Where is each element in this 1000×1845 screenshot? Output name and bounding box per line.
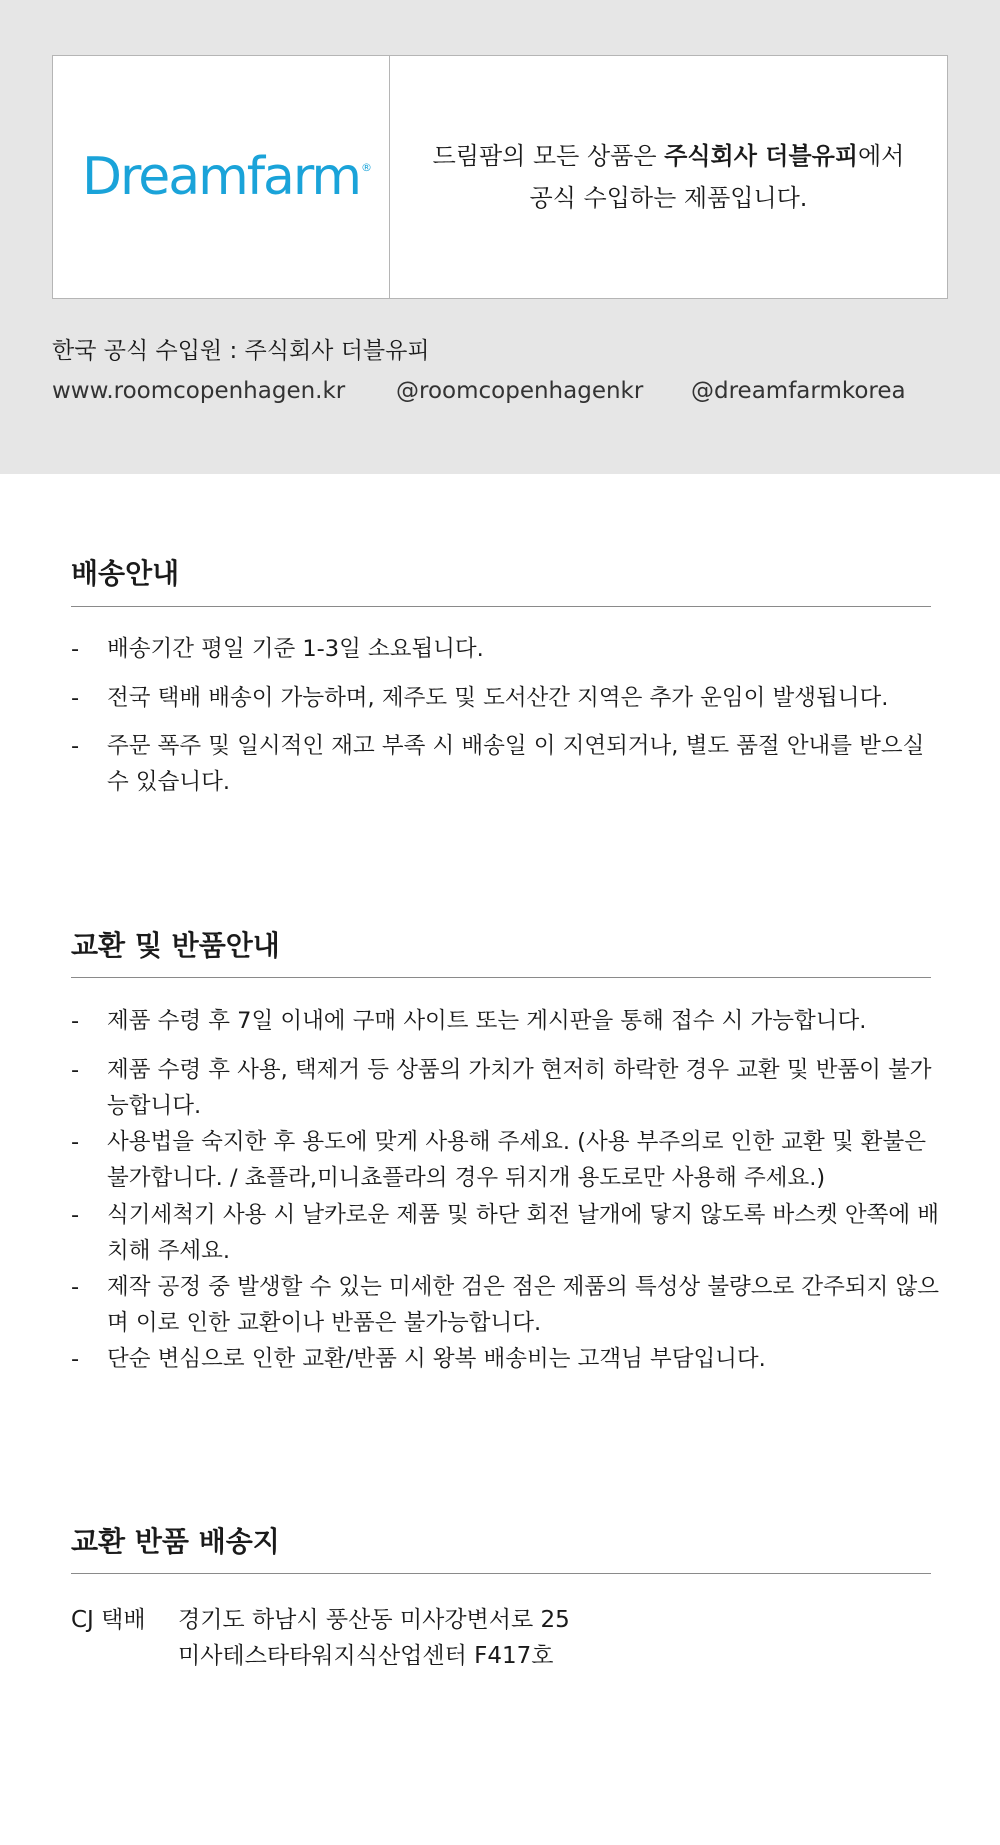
bullet: -: [71, 733, 80, 759]
website-link[interactable]: www.roomcopenhagen.kr: [52, 378, 346, 404]
address-line-1: 경기도 하남시 풍산동 미사강변서로 25: [178, 1607, 570, 1633]
returns-item: [71, 1003, 939, 1039]
returns-item: [71, 1341, 939, 1377]
logo-cell: [53, 56, 390, 298]
returns-item: [71, 1269, 939, 1341]
shipping-item-text: 전국 택배 배송이 가능하며, 제주도 및 도서산간 지역은 추가 운임이 발생됩니다.: [107, 685, 889, 711]
shipping-item: [71, 728, 939, 800]
address-line-2: 미사테스타타워지식산업센터 F417호: [178, 1643, 554, 1669]
address-title: 교환 반품 배송지: [71, 1525, 280, 1558]
instagram-link-roomcopenhagen[interactable]: @roomcopenhagenkr: [396, 378, 644, 404]
bullet: -: [71, 1057, 80, 1083]
bullet: -: [71, 1008, 80, 1034]
returns-item: [71, 1197, 939, 1269]
carrier-label: CJ 택배: [71, 1607, 146, 1633]
message-company: 주식회사 더블유피: [664, 142, 858, 170]
address-divider: [71, 1573, 931, 1574]
header-panel: [0, 0, 1000, 474]
returns-item-text: 단순 변심으로 인한 교환/반품 시 왕복 배송비는 고객님 부담입니다.: [107, 1346, 766, 1372]
message-post: 에서: [858, 142, 905, 170]
shipping-divider: [71, 606, 931, 607]
import-message: [390, 56, 947, 298]
returns-title: 교환 및 반품안내: [71, 929, 280, 962]
bullet: -: [71, 1346, 80, 1372]
logo-text: Dreamfarm: [81, 147, 361, 207]
bullet: -: [71, 685, 80, 711]
bullet: -: [71, 1129, 80, 1155]
returns-item-text: 제작 공정 중 발생할 수 있는 미세한 검은 점은 제품의 특성상 불량으로 간주되지 않으며 이로 인한 교환이나 반품은 불가능합니다.: [107, 1274, 939, 1336]
returns-item-text: 식기세척기 사용 시 날카로운 제품 및 하단 회전 날개에 닿지 않도록 바스켓 안쪽에 배치해 주세요.: [107, 1202, 939, 1264]
shipping-item: [71, 680, 939, 716]
instagram-link-dreamfarm[interactable]: @dreamfarmkorea: [691, 378, 906, 404]
message-line-2: 공식 수입하는 제품입니다.: [529, 184, 808, 212]
shipping-item-text: 주문 폭주 및 일시적인 재고 부족 시 배송일 이 지연되거나, 별도 품절 안내를 받으실 수 있습니다.: [107, 733, 925, 795]
message-line-1: [433, 135, 905, 177]
bullet: -: [71, 1202, 80, 1228]
returns-item-text: 제품 수령 후 7일 이내에 구매 사이트 또는 게시판을 통해 접수 시 가능합니다.: [107, 1008, 867, 1034]
returns-item: [71, 1052, 939, 1124]
bullet: -: [71, 1274, 80, 1300]
message-pre: 드림팜의 모든 상품은: [432, 142, 665, 170]
bullet: -: [71, 636, 80, 662]
registered-mark: ®: [361, 161, 373, 174]
returns-item: [71, 1124, 939, 1196]
returns-divider: [71, 977, 931, 978]
importer-label: 한국 공식 수입원 : 주식회사 더블유피: [52, 338, 430, 364]
brand-banner: [52, 55, 948, 299]
shipping-title: 배송안내: [71, 557, 180, 590]
dreamfarm-logo: [81, 147, 373, 207]
returns-item-text: 제품 수령 후 사용, 택제거 등 상품의 가치가 현저히 하락한 경우 교환 및 반품이 불가능합니다.: [107, 1057, 932, 1119]
returns-item-text: 사용법을 숙지한 후 용도에 맞게 사용해 주세요. (사용 부주의로 인한 교환 및 환불은 불가합니다. / 쵸플라,미니쵸플라의 경우 뒤지개 용도로만 사용해 주세요.): [107, 1129, 927, 1191]
shipping-item: [71, 631, 939, 667]
shipping-item-text: 배송기간 평일 기준 1-3일 소요됩니다.: [107, 636, 484, 662]
